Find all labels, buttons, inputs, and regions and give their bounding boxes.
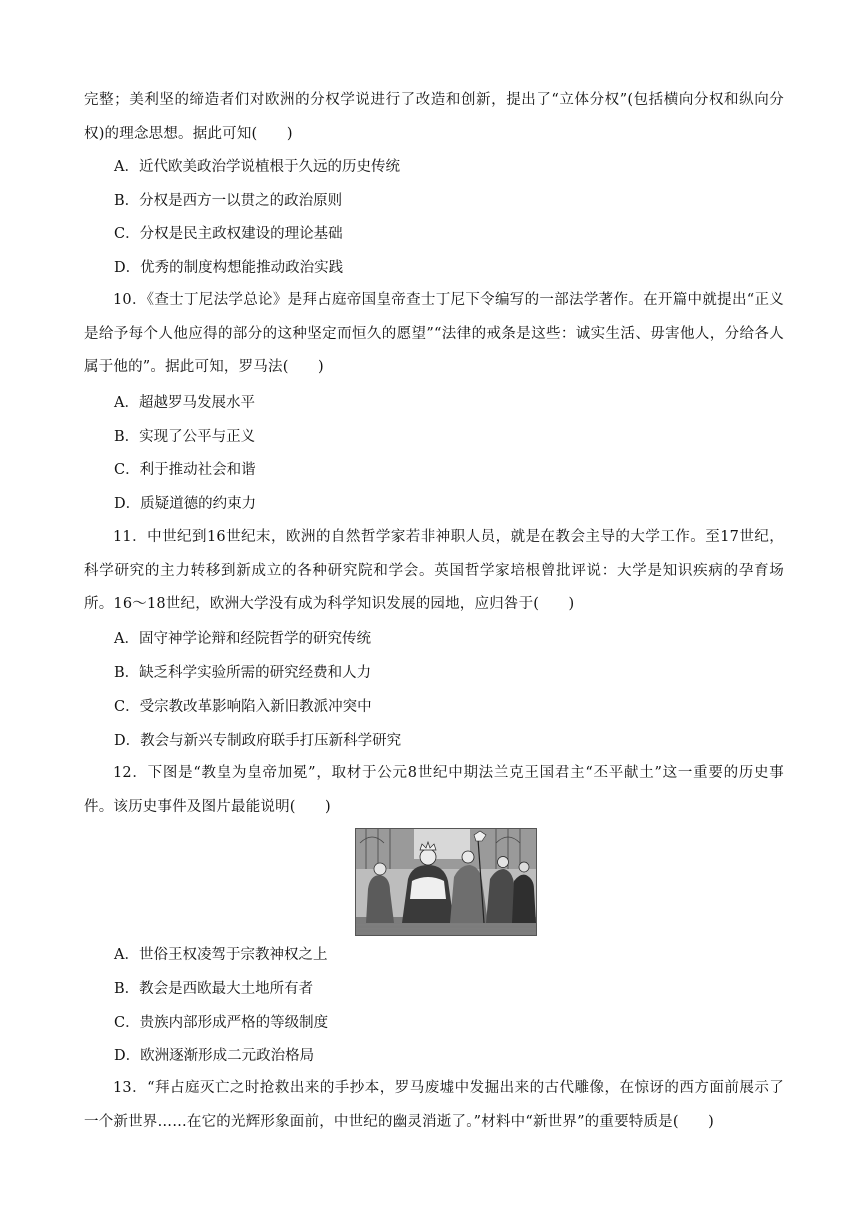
q9-stem: 完整；美利坚的缔造者们对欧洲的分权学说进行了改造和创新，提出了“立体分权”(包括横向分权和纵向分权)的理念思想。据此可知( ) xyxy=(84,92,784,142)
q9-option-d: D．优秀的制度构想能推动政治实践 xyxy=(114,260,344,276)
q10-stem: 10．《查士丁尼法学总论》是拜占庭帝国皇帝查士丁尼下令编写的一部法学著作。在开篇中就提出“正义是给予每个人他应得的部分的这种坚定而恒久的愿望”“法律的戒条是这些：诚实生活、毋害他人，分给各人属于他的”。据此可知，罗马法( ) xyxy=(84,292,784,375)
q12-option-c: C．贵族内部形成严格的等级制度 xyxy=(114,1015,329,1031)
q11-option-d: D．教会与新兴专制政府联手打压新科学研究 xyxy=(114,733,402,749)
q10-option-d: D．质疑道德的约束力 xyxy=(114,496,257,512)
q11-option-a: A．固守神学论辩和经院哲学的研究传统 xyxy=(114,631,371,647)
q12-option-a: A．世俗王权凌驾于宗教神权之上 xyxy=(114,947,328,963)
q9-option-c: C．分权是民主政权建设的理论基础 xyxy=(114,226,343,242)
q11-option-c: C．受宗教改革影响陷入新旧教派冲突中 xyxy=(114,699,372,715)
q12-option-b: B．教会是西欧最大土地所有者 xyxy=(114,981,314,997)
q12-stem: 12．下图是“教皇为皇帝加冕”，取材于公元8世纪中期法兰克王国君主“丕平献土”这一重要的历史事件。该历史事件及图片最能说明( ) xyxy=(84,765,784,815)
q10-option-a: A．超越罗马发展水平 xyxy=(114,395,255,411)
coronation-engraving xyxy=(356,829,536,935)
coronation-illustration xyxy=(355,828,537,936)
q10-option-b: B．实现了公平与正义 xyxy=(114,429,256,445)
q12-option-d: D．欧洲逐渐形成二元政治格局 xyxy=(114,1048,315,1064)
q9-option-b: B．分权是西方一以贯之的政治原则 xyxy=(114,193,343,209)
q11-option-b: B．缺乏科学实验所需的研究经费和人力 xyxy=(114,665,372,681)
q9-option-a: A．近代欧美政治学说植根于久远的历史传统 xyxy=(114,159,400,175)
q11-stem: 11．中世纪到16世纪末，欧洲的自然哲学家若非神职人员，就是在教会主导的大学工作。至17世纪，科学研究的主力转移到新成立的各种研究院和学会。英国哲学家培根曾批评说：大学是知识疾病的孕育场所。16～18世纪，欧洲大学没有成为科学知识发展的园地，应归咎于( ) xyxy=(84,529,784,612)
q13-stem: 13．“拜占庭灭亡之时抢救出来的手抄本，罗马废墟中发掘出来的古代雕像，在惊讶的西方面前展示了一个新世界……在它的光辉形象面前，中世纪的幽灵消逝了。”材料中“新世界”的重要特质是( ) xyxy=(84,1080,784,1130)
q10-option-c: C．利于推动社会和谐 xyxy=(114,462,256,478)
